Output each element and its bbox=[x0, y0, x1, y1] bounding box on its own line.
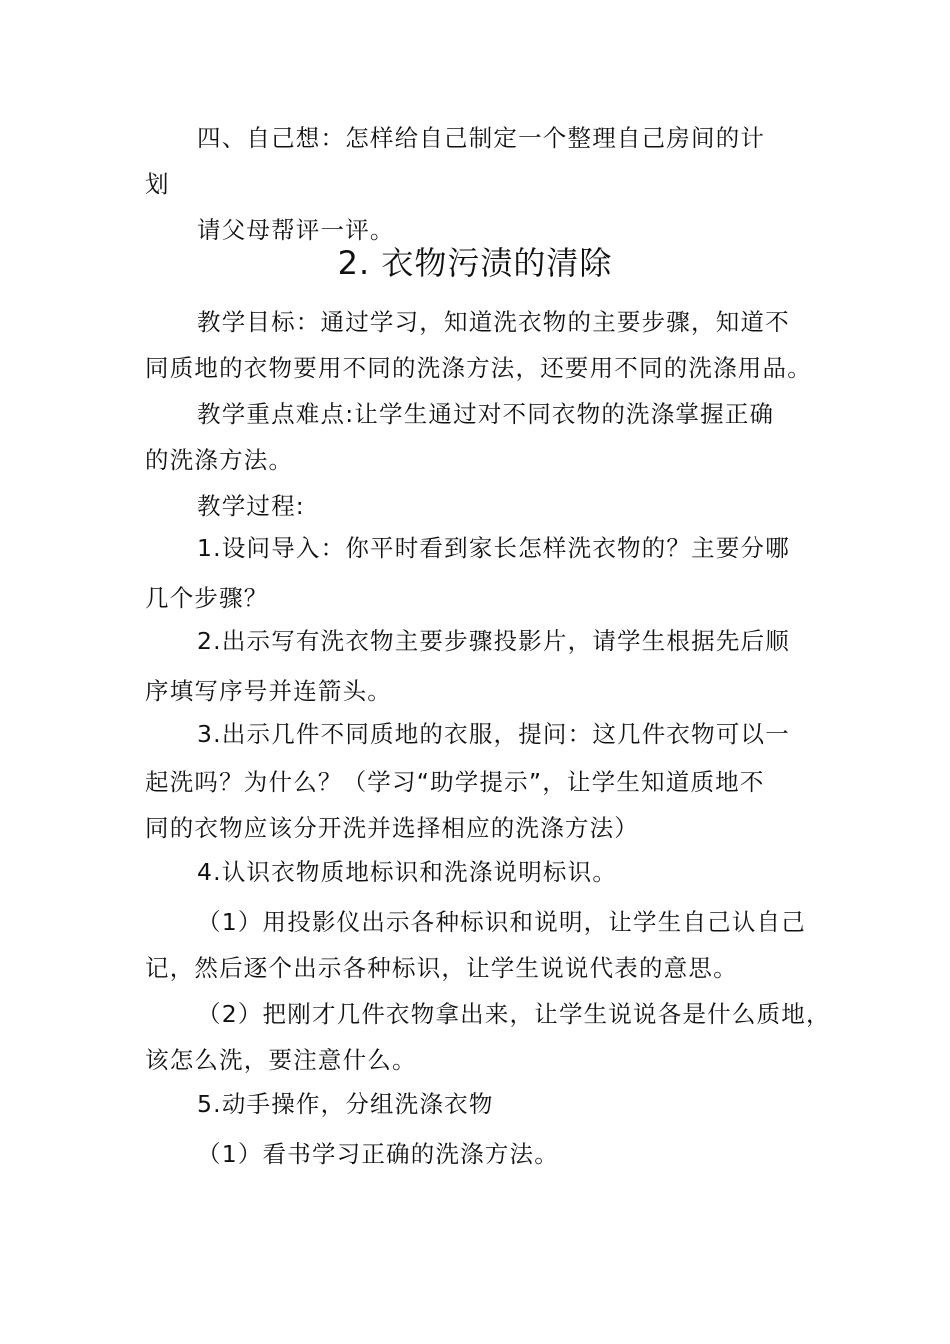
step3-line-1: 3.出示几件不同质地的衣服，提问：这几件衣物可以一 bbox=[197, 720, 790, 748]
intro-line-3: 请父母帮评一评。 bbox=[197, 216, 395, 244]
step1-line-2: 几个步骤？ bbox=[145, 584, 269, 612]
step4-sub1-line-1: （1）用投影仪出示各种标识和说明，让学生自己认自己 bbox=[197, 908, 806, 936]
step5-sub1-line-1: （1）看书学习正确的洗涤方法。 bbox=[197, 1140, 559, 1168]
step4-line-1: 4.认识衣物质地标识和洗涤说明标识。 bbox=[197, 858, 618, 886]
step5-line-1: 5.动手操作，分组洗涤衣物 bbox=[197, 1090, 494, 1118]
key-line-2: 的洗涤方法。 bbox=[145, 446, 294, 474]
intro-line-1: 四、自己想：怎样给自己制定一个整理自己房间的计 bbox=[197, 124, 766, 152]
step3-line-3: 同的衣物应该分开洗并选择相应的洗涤方法） bbox=[145, 814, 639, 842]
step4-sub1-line-2: 记，然后逐个出示各种标识，让学生说说代表的意思。 bbox=[145, 954, 738, 982]
process-heading: 教学过程: bbox=[197, 492, 305, 520]
step2-line-1: 2.出示写有洗衣物主要步骤投影片，请学生根据先后顺 bbox=[197, 627, 790, 655]
step2-line-2: 序填写序号并连箭头。 bbox=[145, 677, 392, 705]
key-line-1: 教学重点难点:让学生通过对不同衣物的洗涤掌握正确 bbox=[197, 400, 775, 428]
step4-sub2-line-1: （2）把刚才几件衣物拿出来，让学生说说各是什么质地， bbox=[197, 1000, 831, 1028]
goal-line-2: 同质地的衣物要用不同的洗涤方法，还要用不同的洗涤用品。 bbox=[145, 354, 812, 382]
goal-line-1: 教学目标：通过学习，知道洗衣物的主要步骤，知道不 bbox=[197, 308, 790, 336]
step3-line-2: 起洗吗？为什么？（学习“助学提示”，让学生知道质地不 bbox=[145, 768, 765, 796]
step1-line-1: 1.设问导入：你平时看到家长怎样洗衣物的？主要分哪 bbox=[197, 534, 790, 562]
document-title: 2. 衣物污渍的清除 bbox=[337, 244, 613, 282]
step4-sub2-line-2: 该怎么洗，要注意什么。 bbox=[145, 1046, 417, 1074]
intro-line-2: 划 bbox=[145, 170, 170, 198]
